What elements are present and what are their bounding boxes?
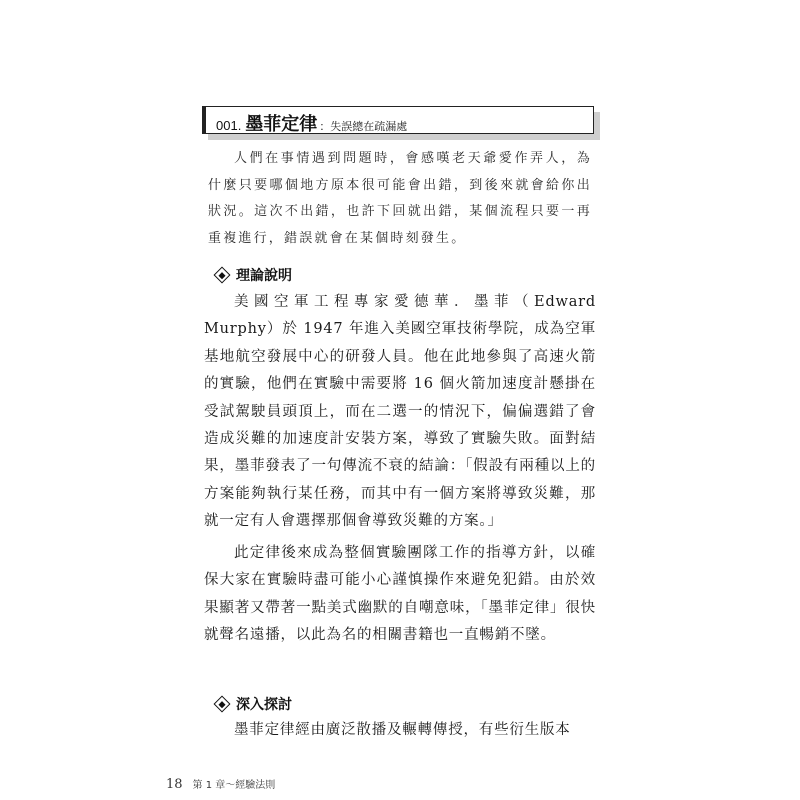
section-number: 001. bbox=[216, 118, 242, 133]
deep-dive-paragraph-1: 墨菲定律經由廣泛散播及輾轉傳授，有些衍生版本 bbox=[234, 722, 571, 738]
heading-deep-dive bbox=[214, 694, 292, 714]
section-title: 墨菲定律 bbox=[245, 114, 318, 135]
heading-deep-dive-label: 深入探討 bbox=[236, 697, 292, 713]
theory-paragraph-2: 此定律後來成為整個實驗團隊工作的指導方針，以確保大家在實驗時盡可能小心謹慎操作來避免犯錯。由於效果顯著又帶著一點美式幽默的自嘲意味，「墨菲定律」很快就聲名遠播，以此為名的相關書籍也一直暢銷不墜。 bbox=[204, 545, 596, 644]
intro-paragraph: 人們在事情遇到問題時，會感嘆老天爺愛作弄人，為什麼只要哪個地方原本很可能會出錯，到後來就會給你出狀況。這次不出錯，也許下回就出錯，某個流程只要一再重複進行，錯誤就會在某個時刻發生。 bbox=[208, 151, 592, 246]
section-subtitle: ：失誤總在疏漏處 bbox=[319, 120, 408, 133]
diamond-bullet-icon bbox=[214, 267, 231, 284]
heading-theory bbox=[214, 265, 292, 285]
section-header bbox=[202, 106, 594, 134]
theory-paragraph-1: 美國空軍工程專家愛德華．墨菲（Edward Murphy）於 1947 年進入美國空軍技術學院，成為空軍基地航空發展中心的研發人員。他在此地參與了高速火箭的實驗，他們在實驗中需要將 16 個火箭加速度計懸掛在受試駕駛員頭頂上，而在二選一的情況下，偏偏選錯了會造成災難的加速度計安裝方案，導致了實驗失敗。面對結果，墨菲發表了一句傳流不衰的結論：「假設有兩種以上的方案能夠執行某任務，而其中有一個方案將導致災難，那就一定有人會選擇那個會導致災難的方案。」 bbox=[204, 294, 596, 530]
chapter-label: 第 1 章～經驗法則 bbox=[192, 780, 276, 791]
section-header-content bbox=[216, 110, 407, 136]
page-number: 18 bbox=[166, 777, 183, 792]
heading-theory-label: 理論說明 bbox=[236, 268, 292, 284]
page-footer bbox=[166, 776, 275, 792]
diamond-bullet-icon bbox=[214, 696, 231, 713]
